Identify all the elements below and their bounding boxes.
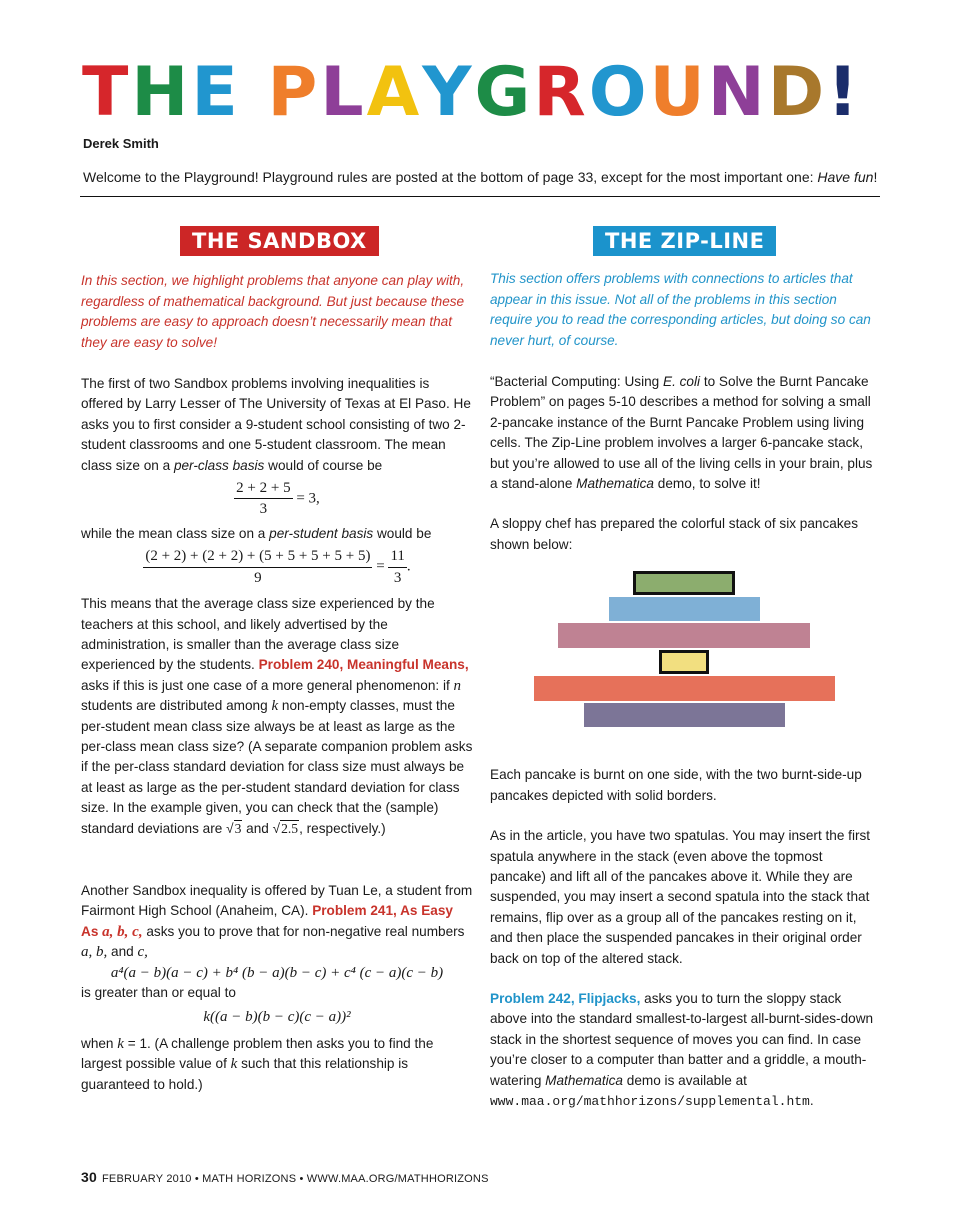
zipline-paragraph-4: As in the article, you have two spatulas. You may insert the first spatula anywhere in the stack (even above the topmost pancake) and lift all of the pancakes above it. While they are suspended, you may insert a second spatula into the stack that remains, flip over as a group all of the pancakes resting on it, and then place the suspended pancakes in their original order back on top of the altered stack. <box>490 828 871 966</box>
pancake <box>609 597 760 621</box>
page-number: 30 <box>81 1169 97 1185</box>
pancake-burnt-up <box>633 571 735 595</box>
title-letter: L <box>320 53 367 132</box>
footer-text: FEBRUARY 2010 • MATH HORIZONS • WWW.MAA.ORG/MATHHORIZONS <box>101 1173 489 1185</box>
header-divider <box>80 196 880 197</box>
welcome-text: Welcome to the Playground! Playground rules are posted at the bottom of page 33, except for the most important one: Have fun! <box>83 169 878 185</box>
title-letter: U <box>649 53 708 132</box>
pancake <box>534 676 835 701</box>
title-letter: G <box>474 53 534 132</box>
supplemental-url[interactable]: www.maa.org/mathhorizons/supplemental.htm <box>490 1093 810 1109</box>
title-letter: A <box>366 53 423 132</box>
title-letter: Y <box>422 53 475 132</box>
sandbox-paragraph-3: This means that the average class size experienced by the teachers at this school, and likely advertised by the administration, is smaller than the average class size experienced by the students. Problem 240, Meaningful Means, asks if this is just one case of a more general phenomenon: if n students are distributed among k non-empty classes, must the per-student mean class size always be at least as large as the per-class mean class size? (A separate companion problem asks if the per-class standard deviation for class size must always be at least as large as the per-student standard deviation for class size. In the example given, you can check that the (sample) standard deviations are √3 and √2.5, respectively.) <box>81 594 473 839</box>
problem-242-link: Problem 242, Flipjacks, <box>490 990 641 1006</box>
author-name: Derek Smith <box>83 136 159 151</box>
pancake-stack-figure <box>490 567 882 747</box>
sandbox-heading: THE SANDBOX <box>180 226 379 256</box>
sandbox-paragraph-2: while the mean class size on a per-student basis would be <box>81 525 432 541</box>
title-letter: O <box>588 53 650 132</box>
zipline-paragraph-2: A sloppy chef has prepared the colorful stack of six pancakes shown below: <box>490 516 858 552</box>
title-letter: E <box>191 53 241 132</box>
sqrt-2-5: √2.5 <box>272 820 299 836</box>
title-letter: R <box>533 53 589 132</box>
title-letter: ! <box>827 53 862 132</box>
zipline-paragraph-3: Each pancake is burnt on one side, with the two burnt-side-up pancakes depicted with solid borders. <box>490 767 862 803</box>
pancake <box>584 703 785 727</box>
title-letter <box>241 52 268 134</box>
zipline-column <box>490 226 882 1112</box>
sqrt-3: √3 <box>226 820 242 836</box>
pancake <box>558 623 810 648</box>
sandbox-paragraph-4: Another Sandbox inequality is offered by Tuan Le, a student from Fairmont High School (Anaheim, CA). Problem 241, As Easy As a, b, c, asks you to prove that for non-negative real numbers a, b, and c, <box>81 882 473 961</box>
equation-per-class-mean: $\frac{2 + 2 + 5}{3}$ = 3, <box>236 480 320 518</box>
zipline-intro: This section offers problems with connections to articles that appear in this issue. Not all of the problems in this section require you to read the corresponding articles, but doing so can never hurt, of course. <box>490 271 871 348</box>
title-letter: T <box>82 53 132 132</box>
zipline-paragraph-1: “Bacterial Computing: Using E. coli to Solve the Burnt Pancake Problem” on pages 5-10 describes a method for solving a small 2-pancake instance of the Burnt Pancake Problem using living cells. The Zip-Line problem involves a larger 6-pancake stack, but you’re allowed to use all of the living cells in your brain, plus a stand-alone Mathematica demo, to solve it! <box>490 374 873 492</box>
problem-241-link: Problem 241, As Easy As a, b, c, <box>81 903 453 940</box>
sandbox-paragraph-1: The first of two Sandbox problems involving inequalities is offered by Larry Lesser of The University of Texas at El Paso. He asks you to first consider a 9-student school consisting of two 2-student classrooms and one 5-student classroom. The mean class size on a per-class basis would of course be <box>81 376 471 473</box>
title-letter: D <box>767 53 828 132</box>
title-letter: H <box>131 53 192 132</box>
page-footer <box>81 1169 489 1185</box>
zipline-paragraph-5: Problem 242, Flipjacks, asks you to turn the sloppy stack above into the standard smallest-to-largest all-burnt-sides-down stack in the shortest sequence of moves you can find. In case you’re closer to a computer than batter and a griddle, a mouth-watering Mathematica demo is available at www.maa.org/mathhorizons/supplemental.htm. <box>490 990 874 1109</box>
page-title <box>82 52 861 134</box>
pancake-burnt-up <box>659 650 709 674</box>
sandbox-paragraph-6: when k = 1. (A challenge problem then asks you to find the largest possible value of k such that this relationship is guaranteed to hold.) <box>81 1035 434 1092</box>
equation-k-bound: k((a − b)(b − c)(c − a))² <box>203 1009 351 1026</box>
sandbox-intro: In this section, we highlight problems that anyone can play with, regardless of mathematical background. But just because these problems are easy to approach doesn’t necessarily mean that they are easy to solve! <box>81 273 465 350</box>
equation-schur-expression: a⁴(a − b)(a − c) + b⁴ (b − a)(b − c) + c⁴ (c − a)(c − b) <box>110 964 444 981</box>
title-letter: P <box>267 53 321 132</box>
equation-per-student-mean: $\frac{(2 + 2) + (2 + 2) + (5 + 5 + 5 + 5 + 5)}{9}$ = $\frac{11}{3}$ . <box>145 548 411 586</box>
title-letter: N <box>707 53 768 132</box>
zipline-heading: THE ZIP-LINE <box>593 226 776 256</box>
sandbox-column <box>81 226 473 1095</box>
sandbox-paragraph-5: is greater than or equal to <box>81 985 236 1000</box>
problem-240-link: Problem 240, Meaningful Means, <box>258 657 469 673</box>
